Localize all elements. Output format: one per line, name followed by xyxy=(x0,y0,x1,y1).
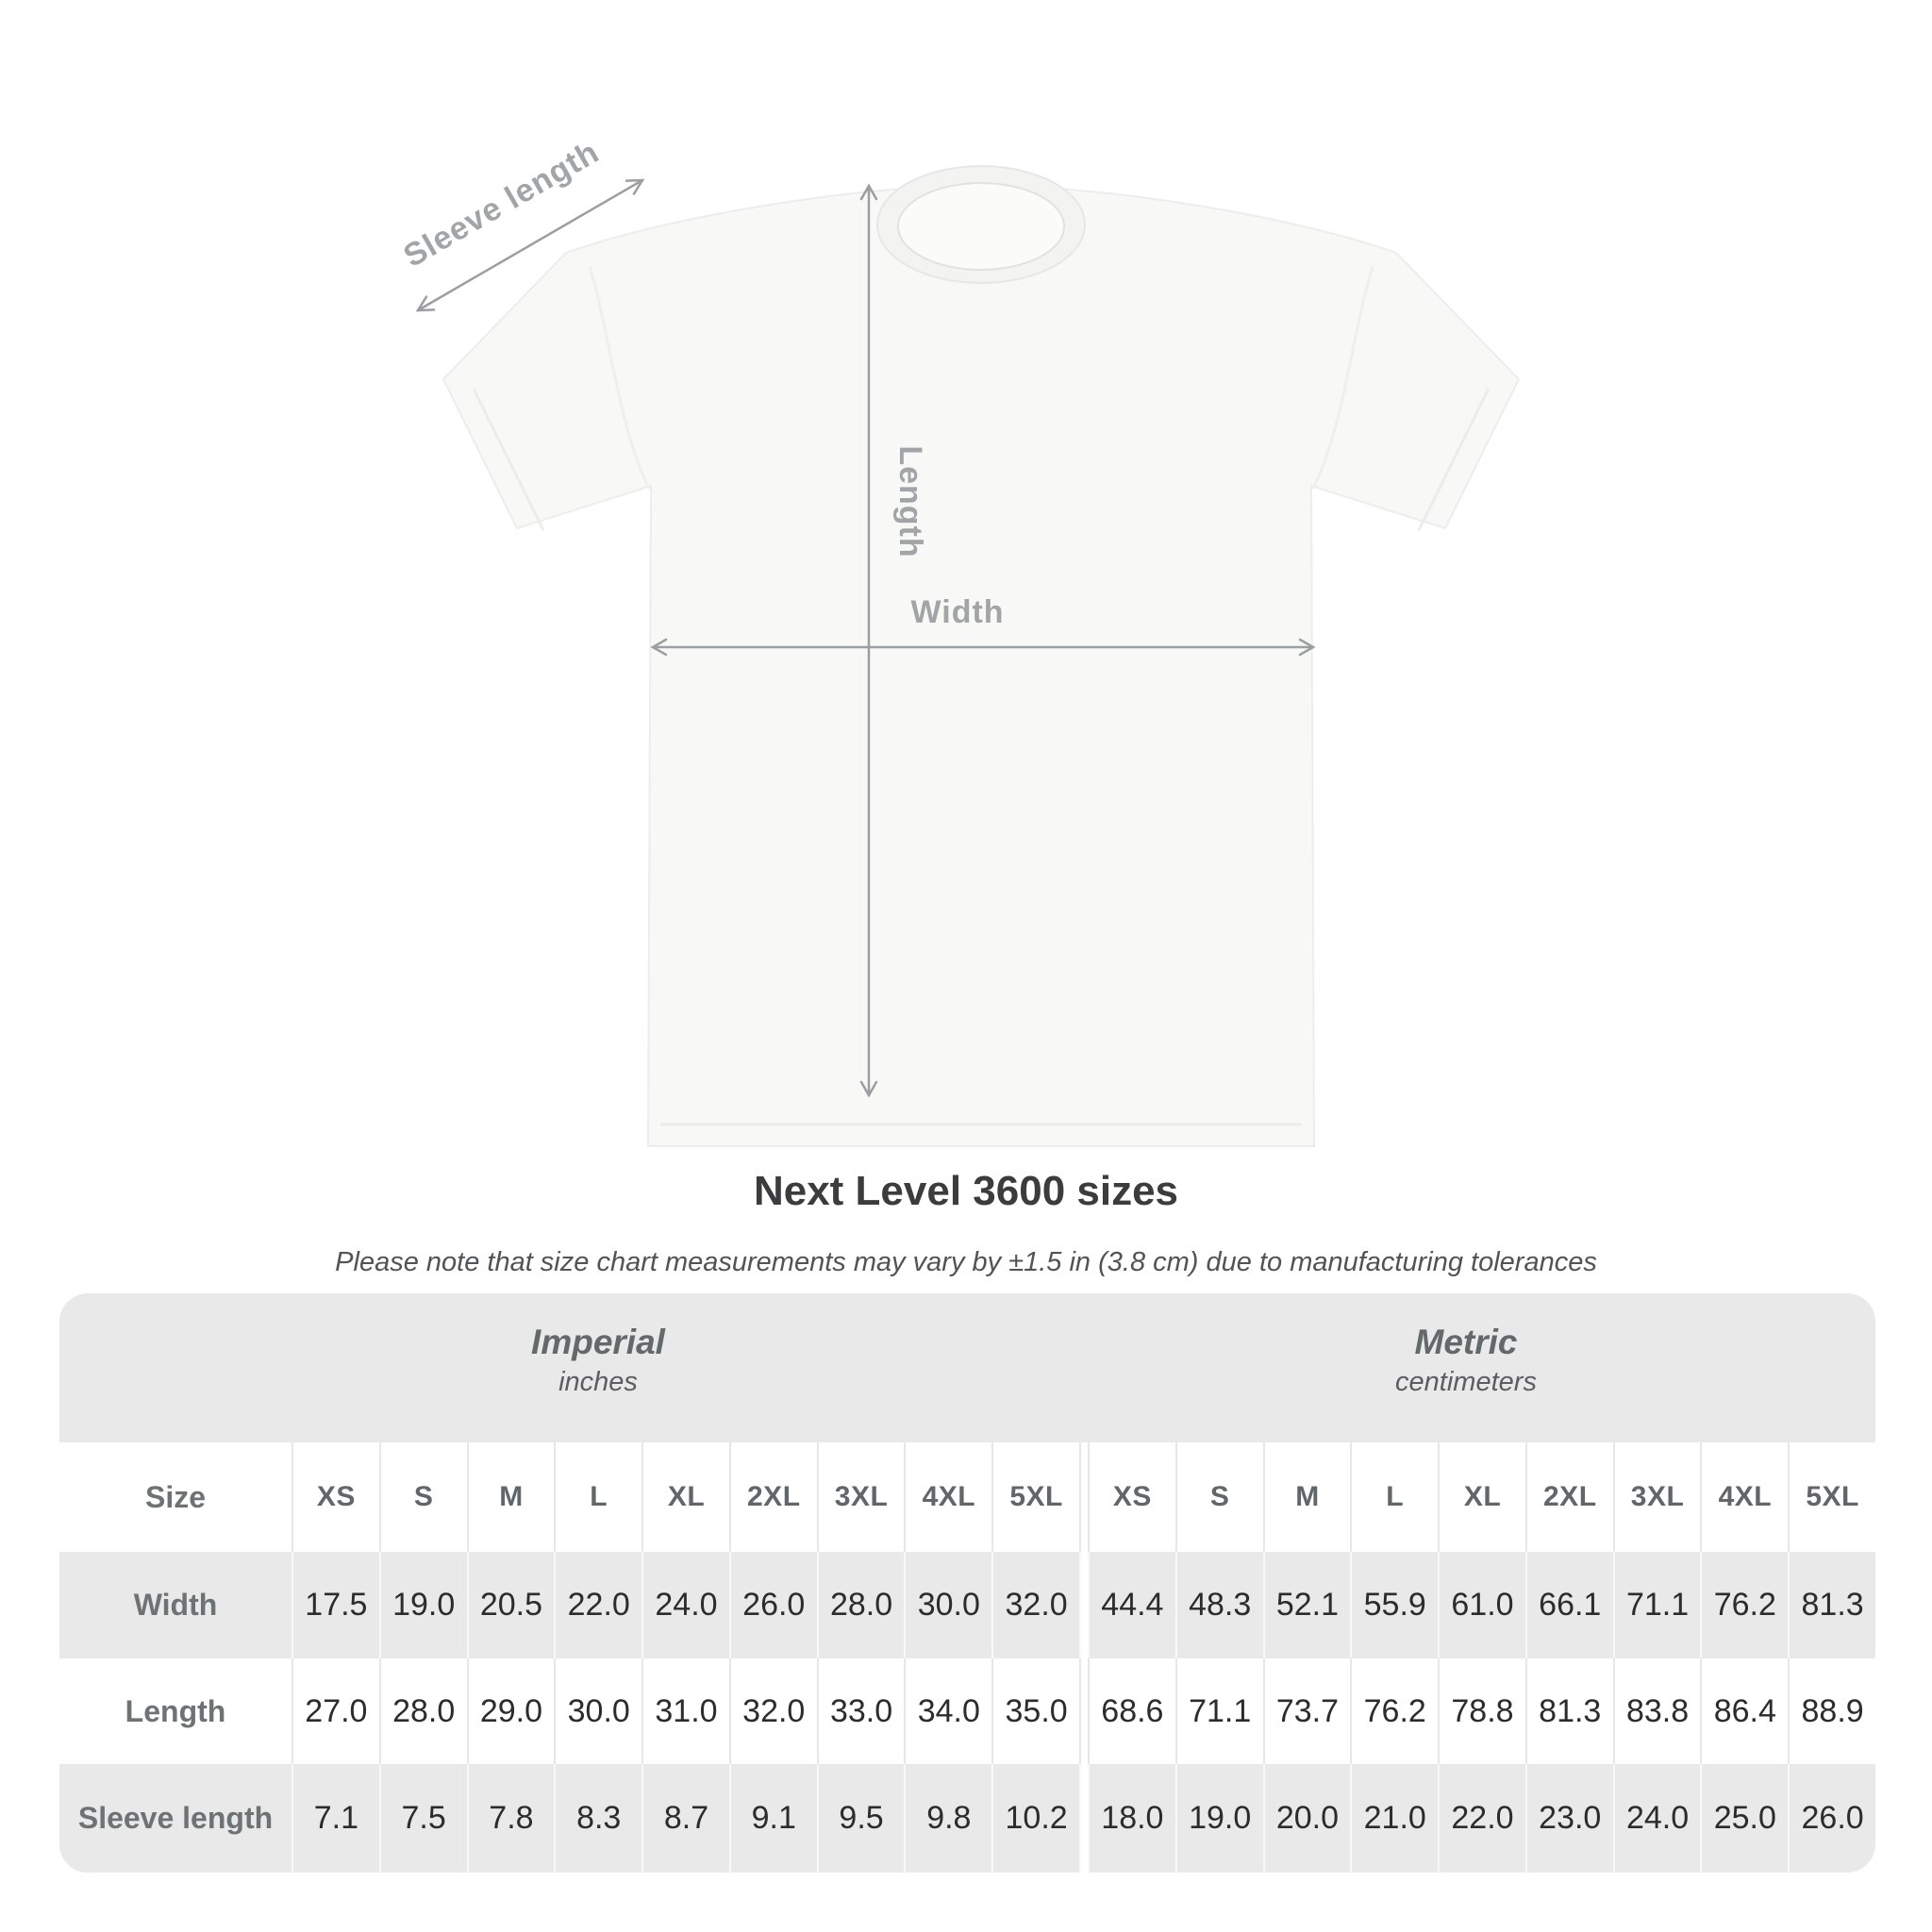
size-header-cell: 2XL xyxy=(729,1442,817,1552)
value-cell: 24.0 xyxy=(641,1552,729,1658)
value-cell: 86.4 xyxy=(1700,1658,1788,1764)
value-cell: 8.3 xyxy=(554,1764,641,1873)
value-cell: 31.0 xyxy=(641,1658,729,1764)
value-cell: 44.4 xyxy=(1088,1552,1175,1658)
size-header-cell: L xyxy=(1350,1442,1438,1552)
value-cell: 88.9 xyxy=(1788,1658,1875,1764)
value-cell: 52.1 xyxy=(1263,1552,1351,1658)
value-cell: 17.5 xyxy=(291,1552,379,1658)
tshirt-graphic xyxy=(443,166,1519,1146)
value-cell: 22.0 xyxy=(554,1552,641,1658)
value-cell: 71.1 xyxy=(1613,1552,1701,1658)
value-cell: 66.1 xyxy=(1525,1552,1613,1658)
section-divider xyxy=(1079,1442,1088,1552)
value-cell: 28.0 xyxy=(817,1552,905,1658)
value-cell: 83.8 xyxy=(1613,1658,1701,1764)
value-cell: 24.0 xyxy=(1613,1764,1701,1873)
value-cell: 29.0 xyxy=(467,1658,555,1764)
value-cell: 76.2 xyxy=(1350,1658,1438,1764)
imperial-label: Imperial xyxy=(531,1323,665,1361)
size-header-cell: L xyxy=(554,1442,641,1552)
value-cell: 55.9 xyxy=(1350,1552,1438,1658)
section-divider xyxy=(1079,1552,1088,1658)
value-cell: 19.0 xyxy=(1175,1764,1263,1873)
length-row xyxy=(59,1658,1875,1764)
value-cell: 22.0 xyxy=(1438,1764,1525,1873)
value-cell: 81.3 xyxy=(1788,1552,1875,1658)
length-label: Length xyxy=(892,445,928,558)
row-label: Sleeve length xyxy=(77,1801,274,1835)
metric-unit: centimeters xyxy=(1395,1367,1537,1397)
value-cell: 34.0 xyxy=(904,1658,991,1764)
value-cell: 68.6 xyxy=(1088,1658,1175,1764)
value-cell: 18.0 xyxy=(1088,1764,1175,1873)
size-header-cell: XL xyxy=(641,1442,729,1552)
value-cell: 26.0 xyxy=(729,1552,817,1658)
value-cell: 30.0 xyxy=(554,1658,641,1764)
value-cell: 25.0 xyxy=(1700,1764,1788,1873)
value-cell: 71.1 xyxy=(1175,1658,1263,1764)
value-cell: 7.1 xyxy=(291,1764,379,1873)
value-cell: 81.3 xyxy=(1525,1658,1613,1764)
size-header-row xyxy=(59,1442,1875,1552)
size-header-cell: S xyxy=(379,1442,467,1552)
size-header-cell: 3XL xyxy=(817,1442,905,1552)
value-cell: 32.0 xyxy=(991,1552,1079,1658)
size-header-cell: 4XL xyxy=(1700,1442,1788,1552)
row-label: Length xyxy=(125,1693,226,1728)
value-cell: 32.0 xyxy=(729,1658,817,1764)
row-label: Width xyxy=(133,1588,218,1622)
value-cell: 8.7 xyxy=(641,1764,729,1873)
value-cell: 48.3 xyxy=(1175,1552,1263,1658)
value-cell: 9.5 xyxy=(817,1764,905,1873)
value-cell: 23.0 xyxy=(1525,1764,1613,1873)
size-header-cell: XS xyxy=(291,1442,379,1552)
size-header-cell: S xyxy=(1175,1442,1263,1552)
width-row xyxy=(59,1552,1875,1658)
sleeve-length-row xyxy=(59,1764,1875,1873)
size-header-cell: 2XL xyxy=(1525,1442,1613,1552)
value-cell: 10.2 xyxy=(991,1764,1079,1873)
value-cell: 19.0 xyxy=(379,1552,467,1658)
value-cell: 30.0 xyxy=(904,1552,991,1658)
value-cell: 20.5 xyxy=(467,1552,555,1658)
size-header-cell: 5XL xyxy=(991,1442,1079,1552)
size-corner-label: Size xyxy=(144,1479,207,1514)
units-header-band xyxy=(59,1293,1875,1442)
imperial-unit: inches xyxy=(558,1367,638,1397)
size-header-cell: M xyxy=(1263,1442,1351,1552)
size-header-cell: 5XL xyxy=(1788,1442,1875,1552)
value-cell: 20.0 xyxy=(1263,1764,1351,1873)
size-header-cell: M xyxy=(467,1442,555,1552)
metric-label: Metric xyxy=(1414,1323,1518,1361)
tolerance-note: Please note that size chart measurements may vary by ±1.5 in (3.8 cm) due to manufacturing tolerances xyxy=(335,1247,1597,1277)
value-cell: 28.0 xyxy=(379,1658,467,1764)
value-cell: 21.0 xyxy=(1350,1764,1438,1873)
value-cell: 78.8 xyxy=(1438,1658,1525,1764)
size-header-cell: XL xyxy=(1438,1442,1525,1552)
sleeve-length-label: Sleeve length xyxy=(397,133,606,275)
metric-header xyxy=(1395,1322,1537,1401)
value-cell: 27.0 xyxy=(291,1658,379,1764)
section-divider xyxy=(1079,1764,1088,1873)
size-header-cell: XS xyxy=(1088,1442,1175,1552)
value-cell: 61.0 xyxy=(1438,1552,1525,1658)
value-cell: 7.5 xyxy=(379,1764,467,1873)
value-cell: 76.2 xyxy=(1700,1552,1788,1658)
value-cell: 33.0 xyxy=(817,1658,905,1764)
size-chart-table xyxy=(59,1293,1875,1873)
page-title: Next Level 3600 sizes xyxy=(753,1168,1179,1214)
value-cell: 35.0 xyxy=(991,1658,1079,1764)
value-cell: 9.8 xyxy=(904,1764,991,1873)
size-header-cell: 4XL xyxy=(904,1442,991,1552)
section-divider xyxy=(1079,1658,1088,1764)
width-label: Width xyxy=(910,594,1005,630)
imperial-header xyxy=(531,1322,665,1401)
size-header-cell: 3XL xyxy=(1613,1442,1701,1552)
value-cell: 9.1 xyxy=(729,1764,817,1873)
value-cell: 73.7 xyxy=(1263,1658,1351,1764)
value-cell: 26.0 xyxy=(1788,1764,1875,1873)
value-cell: 7.8 xyxy=(467,1764,555,1873)
